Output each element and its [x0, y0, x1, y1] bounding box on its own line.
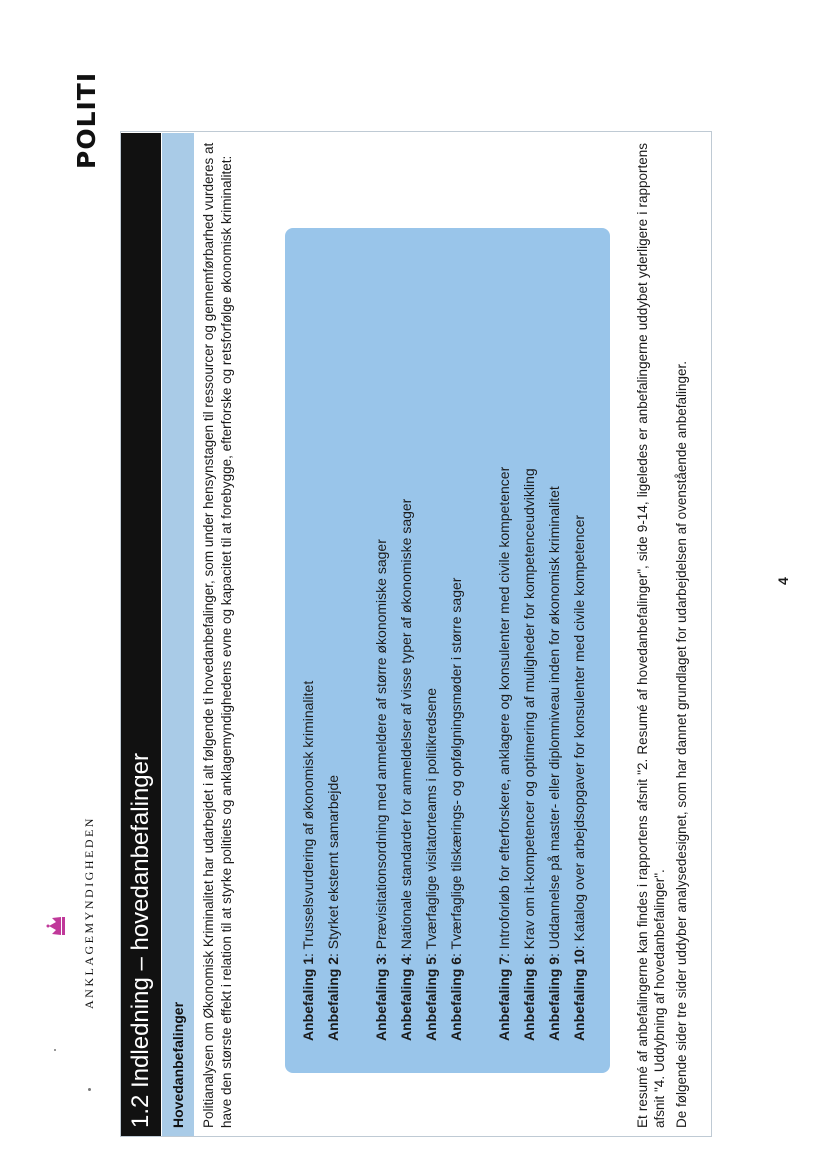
politi-logo: POLITI [72, 71, 101, 169]
recommendation-item: Anbefaling 9: Uddannelse på master- eller diplomniveau inden for økonomisk kriminalitet [546, 486, 562, 1041]
intro-paragraph: Politianalysen om Økonomisk Kriminalitet har udarbejdet i alt følgende ti hovedanbefalinger, som under hensynstagen til ressourcer og gennemførbarhed vurderes at have den største effekt i relation til at styrke politiets og anklagemyndighedens evne og kapacitet til at forebygge, efterforske og retsforfølge økonomisk kriminalitet: [201, 142, 234, 1128]
recommendation-item: Anbefaling 7: Introforløb for efterforskere, anklagere og konsulenter med civile kompetencer [496, 466, 512, 1041]
org-logo-text: ANKLAGEMYNDIGHEDEN [82, 816, 96, 1009]
section-title: 1.2 Indledning – hovedanbefalinger [121, 133, 161, 1136]
recommendation-item: Anbefaling 8: Krav om it-kompetencer og optimering af muligheder for kompetenceudvikling [521, 468, 537, 1041]
page-number: 4 [775, 577, 791, 585]
scan-speck [88, 1088, 91, 1091]
recommendation-item: Anbefaling 2: Styrket eksternt samarbejde [325, 774, 341, 1041]
closing-paragraph: De følgende sider tre sider uddyber analysedesignet, som har dannet grundlaget for udarbejdelsen af ovenstående anbefalinger. [674, 360, 689, 1128]
recommendation-item: Anbefaling 5: Tværfaglige visitatorteams i politikredsene [423, 688, 439, 1041]
recommendation-item: Anbefaling 1: Trusselsvurdering af økonomisk kriminalitet [300, 680, 316, 1041]
recommendation-item: Anbefaling 4: Nationale standarder for anmeldelser af visse typer af økonomiske sager [398, 498, 414, 1041]
recommendation-item: Anbefaling 6: Tværfaglige tilskærings- og opfølgningsmøder i større sager [448, 577, 464, 1041]
crown-icon [44, 914, 68, 938]
recommendation-item: Anbefaling 10: Katalog over arbejdsopgaver for konsulenter med civile kompetencer [571, 514, 587, 1041]
scan-speck [54, 1049, 56, 1051]
recommendation-item: Anbefaling 3: Prævisitationsordning med anmeldere af større økonomiske sager [373, 539, 389, 1041]
section-subtitle: Hovedanbefalinger [162, 133, 194, 1136]
summary-paragraph: Et resumé af anbefalingerne kan findes i rapportens afsnit "2. Resumé af hovedanbefalinger", side 9-14, ligeledes er anbefalingerne uddybet yderligere i rapportens afsnit "4. Uddybning af hovedanbefalinger". [635, 143, 667, 1128]
